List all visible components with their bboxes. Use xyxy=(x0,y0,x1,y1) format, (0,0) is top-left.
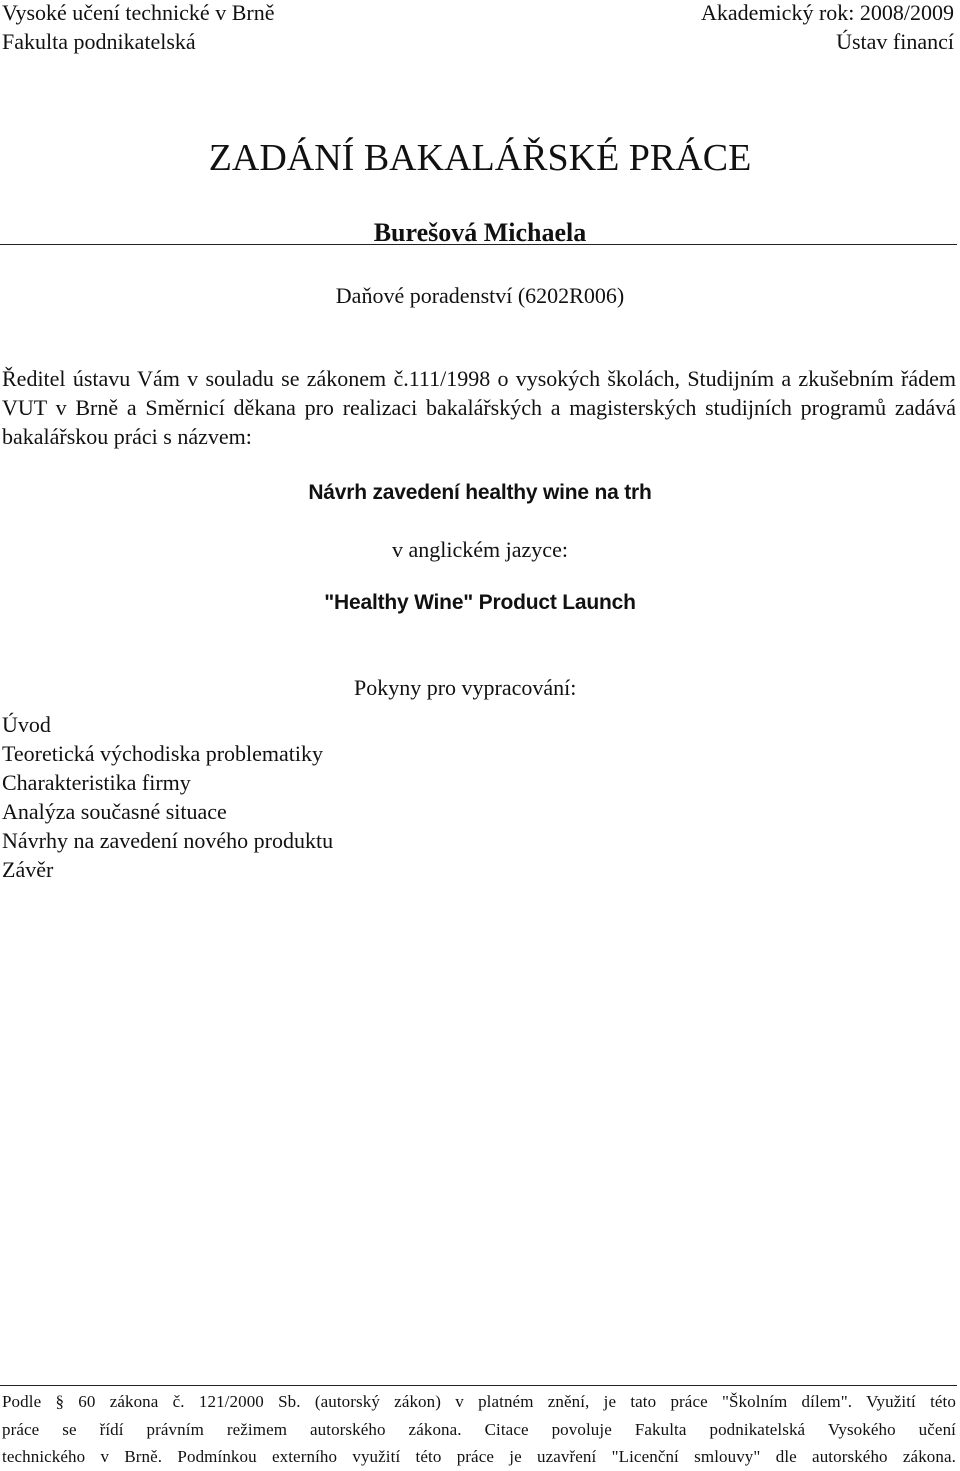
legal-notice-line: Podle § 60 zákona č. 121/2000 Sb. (autorský zákon) v platném znění, je tato práce "Školním dílem". Využití této xyxy=(2,1392,956,1411)
list-item: Teoretická východiska problematiky xyxy=(2,741,324,766)
student-name: Burešová Michaela xyxy=(373,218,587,247)
intro-paragraph: Ředitel ústavu Vám v souladu se zákonem č.111/1998 o vysokých školách, Studijním a zkušebním řádem VUT v Brně a Směrnicí děkana pro realizaci bakalářských a magisterských studijních programů zadává bakalářskou práci s názvem: xyxy=(2,366,956,449)
instructions-list xyxy=(2,710,333,884)
legal-notice xyxy=(2,1388,956,1471)
list-item: Úvod xyxy=(2,712,51,737)
legal-notice-line: práce se řídí právním režimem autorského zákona. Citace povoluje Fakulta podnikatelská Vysokého učení xyxy=(2,1419,956,1439)
faculty-name: Fakulta podnikatelská xyxy=(2,29,196,54)
bottom-divider xyxy=(0,1385,957,1386)
academic-year: Akademický rok: 2008/2009 xyxy=(701,0,954,25)
study-program: Daňové poradenství (6202R006) xyxy=(335,283,625,308)
english-language-label: v anglickém jazyce: xyxy=(392,537,568,562)
document-title: ZADÁNÍ BAKALÁŘSKÉ PRÁCE xyxy=(208,137,752,179)
list-item: Charakteristika firmy xyxy=(2,770,191,795)
thesis-title-english: "Healthy Wine" Product Launch xyxy=(324,591,636,614)
list-item: Návrhy na zavedení nového produktu xyxy=(2,828,334,853)
legal-notice-line: technického v Brně. Podmínkou externího využití této práce je uzavření "Licenční smlouvy" dle autorského zákona. xyxy=(2,1447,956,1466)
institute-name: Ústav financí xyxy=(836,29,954,54)
list-item: Závěr xyxy=(2,857,54,882)
instructions-heading: Pokyny pro vypracování: xyxy=(354,675,577,700)
school-name: Vysoké učení technické v Brně xyxy=(2,0,275,25)
list-item: Analýza současné situace xyxy=(2,799,227,824)
top-divider xyxy=(0,244,957,245)
thesis-title-czech: Návrh zavedení healthy wine na trh xyxy=(308,481,652,504)
